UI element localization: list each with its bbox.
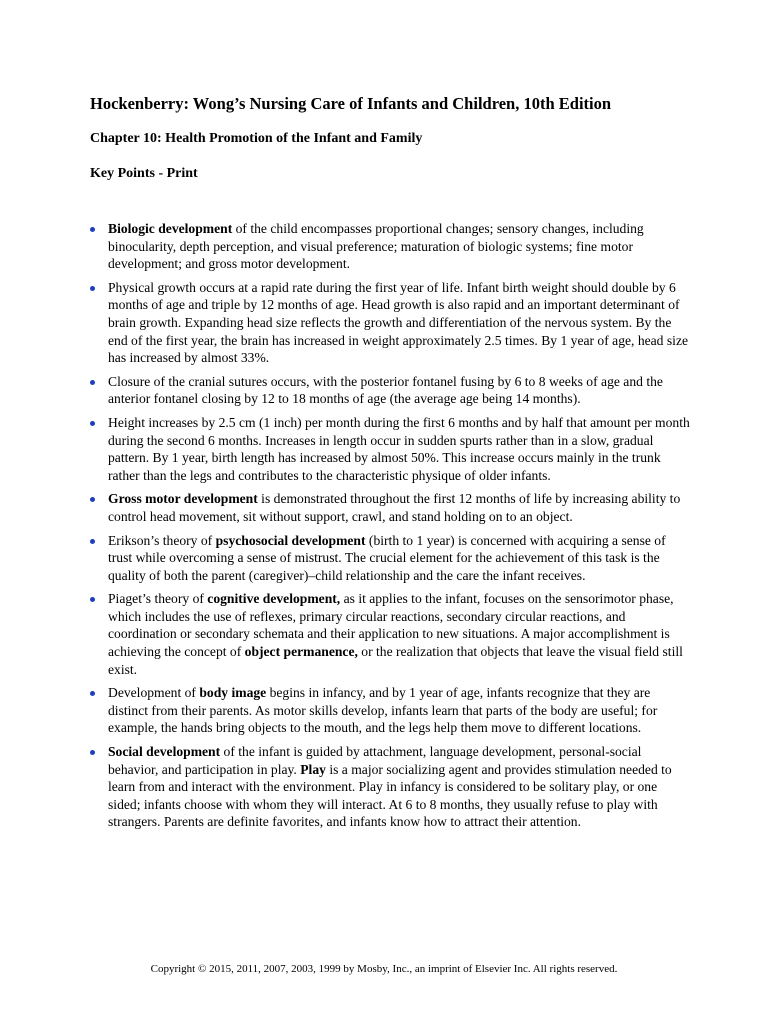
bullet-icon [90,497,95,502]
list-item: Gross motor development is demonstrated throughout the first 12 months of life by increasing ability to control head movement, sit without support, crawl, and stand holding on to an object. [90,490,690,525]
list-item: Physical growth occurs at a rapid rate during the first year of life. Infant birth weight should double by 6 months of age and triple by 12 months of age. Head growth is also rapid and an important determinant of brain growth. Expanding head size reflects the growth and differentiation of the nervous system. By the end of the first year, the brain has increased in weight approximately 2.5 times. By 1 year of age, head size has increased by almost 33%. [90,279,690,367]
document-title: Hockenberry: Wong’s Nursing Care of Infants and Children, 10th Edition [90,94,612,113]
list-item: Height increases by 2.5 cm (1 inch) per month during the first 6 months and by half that amount per month during the second 6 months. Increases in length occur in sudden spurts rather than in a slow, gradual pattern. By 1 year, birth length has increased by almost 50%. This increase occurs mainly in the trunk rather than the legs and contributes to the characteristic physique of older infants. [90,414,690,484]
list-item: Piaget’s theory of cognitive development, as it applies to the infant, focuses on the sensorimotor phase, which includes the use of reflexes, primary circular reactions, secondary circular reactions, and coordination or secondary schemata and their application to new situations. A major accomplishment is achieving the concept of object permanence, or the realization that objects that leave the visual field still exist. [90,590,690,678]
list-item: Social development of the infant is guided by attachment, language development, personal-social behavior, and participation in play. Play is a major socializing agent and provides stimulation needed to learn from and interact with the environment. Play in infancy is considered to be solitary play, or one sided; infants choose with whom they will interact. At 6 to 8 months, they usually refuse to play with strangers. Parents are definite favorites, and infants know how to attract their attention. [90,743,690,831]
bullet-icon [90,227,95,232]
bullet-icon [90,691,95,696]
bullet-icon [90,597,95,602]
key-points-list [90,220,690,837]
copyright-footer: Copyright © 2015, 2011, 2007, 2003, 1999 by Mosby, Inc., an imprint of Elsevier Inc. All rights reserved. [150,963,618,975]
bullet-icon [90,750,95,755]
bullet-icon [90,286,95,291]
chapter-heading: Chapter 10: Health Promotion of the Infant and Family [90,131,423,146]
list-item: Erikson’s theory of psychosocial development (birth to 1 year) is concerned with acquiring a sense of trust while overcoming a sense of mistrust. The crucial element for the achievement of this task is the quality of both the parent (caregiver)–child relationship and the care the infant receives. [90,532,690,585]
list-item: Development of body image begins in infancy, and by 1 year of age, infants recognize that they are distinct from their parents. As motor skills develop, infants learn that parts of the body are useful; for example, the hands bring objects to the mouth, and the legs help them move to different locations. [90,684,690,737]
list-item: Biologic development of the child encompasses proportional changes; sensory changes, including binocularity, depth perception, and visual preference; maturation of biologic systems; fine motor development; and gross motor development. [90,220,690,273]
bullet-icon [90,380,95,385]
bullet-icon [90,539,95,544]
bullet-icon [90,421,95,426]
list-item: Closure of the cranial sutures occurs, with the posterior fontanel fusing by 6 to 8 weeks of age and the anterior fontanel closing by 12 to 18 months of age (the average age being 14 months). [90,373,690,408]
section-subtitle: Key Points - Print [90,166,198,181]
